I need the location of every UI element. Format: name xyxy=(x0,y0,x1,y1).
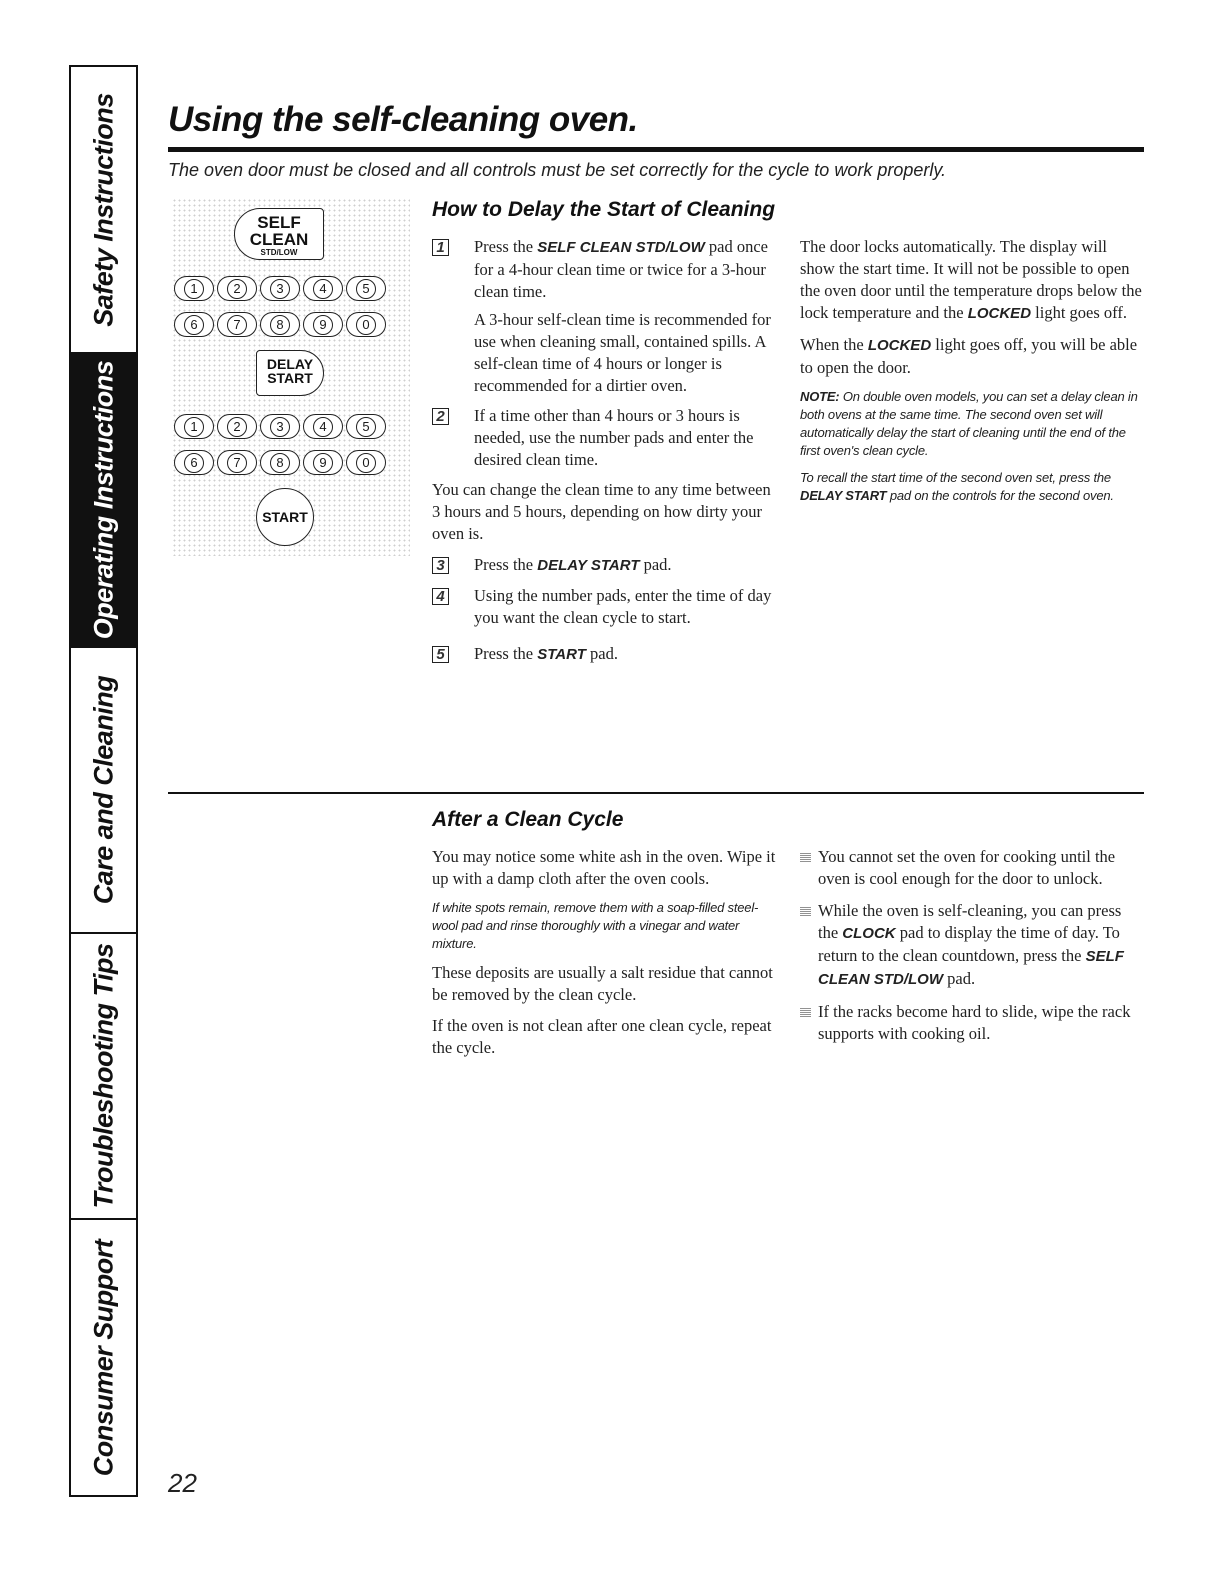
tip-cooking-after-clean xyxy=(800,846,1140,890)
paragraph-text: light goes off, you will be able to open the door. xyxy=(800,335,1138,377)
number-pad-digit: 1 xyxy=(184,279,204,299)
number-pad xyxy=(303,312,343,337)
tab-safety-instructions[interactable] xyxy=(71,67,136,354)
number-pad-row-2 xyxy=(174,312,386,337)
number-pad xyxy=(260,276,300,301)
key-name: SELF CLEAN STD/LOW xyxy=(537,239,705,256)
number-pad xyxy=(217,414,257,439)
self-clean-pad-line1: SELF xyxy=(257,213,301,232)
number-pad-digit: 2 xyxy=(227,279,247,299)
number-pad-digit: 5 xyxy=(356,417,376,437)
number-pad-digit: 8 xyxy=(270,315,290,335)
step-1-detail: A 3-hour self-clean time is recommended for use when cleaning small, contained spills. A self-clean time of 4 hours or longer is recommended for a dirtier oven. xyxy=(474,310,771,395)
start-pad-label: START xyxy=(262,509,308,525)
tab-label: Consumer Support xyxy=(88,1239,118,1476)
white-ash-paragraph: You may notice some white ash in the oven. Wipe it up with a damp cloth after the oven cools. xyxy=(432,847,776,888)
number-pad xyxy=(174,276,214,301)
start-pad xyxy=(256,488,314,546)
number-pad-digit: 4 xyxy=(313,417,333,437)
locked-light-paragraph xyxy=(800,334,1145,379)
self-clean-pad xyxy=(234,208,324,260)
number-pad xyxy=(174,312,214,337)
step-number: 4 xyxy=(432,588,449,605)
key-name: DELAY START xyxy=(800,488,887,503)
number-pad-digit: 6 xyxy=(184,315,204,335)
tip-clock-during-clean xyxy=(800,900,1140,991)
after-cycle-column xyxy=(432,846,782,1068)
step-text: Press the xyxy=(474,237,538,256)
bullet-icon xyxy=(800,1007,811,1017)
delay-info-column xyxy=(800,236,1145,514)
self-clean-pad-line2: CLEAN xyxy=(249,230,309,249)
section-tab-bar xyxy=(69,65,138,1497)
number-pad xyxy=(303,450,343,475)
number-pad xyxy=(346,312,386,337)
step-1 xyxy=(432,236,778,397)
recall-start-time-note xyxy=(800,469,1145,505)
page-subtitle: The oven door must be closed and all controls must be set correctly for the cycle to work properly. xyxy=(168,160,947,180)
delay-start-pad xyxy=(256,350,324,396)
step-3 xyxy=(432,554,778,577)
tab-consumer-support[interactable] xyxy=(71,1220,136,1495)
number-pad xyxy=(217,450,257,475)
tip-text: pad. xyxy=(943,969,976,988)
number-pad xyxy=(174,450,214,475)
number-pad xyxy=(260,414,300,439)
step-4 xyxy=(432,585,778,629)
key-name: SELF CLEAN STD/LOW xyxy=(818,948,1124,988)
delay-start-pad-line2: START xyxy=(267,370,313,386)
tab-label: Care and Cleaning xyxy=(88,675,118,905)
tab-label: Operating Instructions xyxy=(88,360,118,640)
number-pad-digit: 3 xyxy=(270,279,290,299)
bullet-icon xyxy=(800,906,811,916)
tip-text: pad to display the time of day. To return to the clean countdown, press the xyxy=(818,923,1120,965)
note-label: NOTE: xyxy=(800,389,840,404)
tip-text: You cannot set the oven for cooking until the oven is cool enough for the door to unlock. xyxy=(818,847,1116,888)
number-pad-digit: 8 xyxy=(270,453,290,473)
after-cycle-tips xyxy=(800,846,1140,1055)
number-pad-digit: 9 xyxy=(313,453,333,473)
step-text: pad once for a 4-hour clean time or twice for a 3-hour clean time. xyxy=(474,237,768,301)
number-pad-digit: 0 xyxy=(356,453,376,473)
tip-text: If the racks become hard to slide, wipe the rack supports with cooking oil. xyxy=(818,1002,1131,1043)
note-text: pad on the controls for the second oven. xyxy=(886,488,1114,503)
bullet-icon xyxy=(800,852,811,862)
tip-racks xyxy=(800,1001,1140,1045)
number-pad xyxy=(346,276,386,301)
step-number: 2 xyxy=(432,408,449,425)
tab-label: Troubleshooting Tips xyxy=(88,943,118,1209)
page-title: Using the self-cleaning oven. xyxy=(168,100,638,139)
step-text: If a time other than 4 hours or 3 hours is needed, use the number pads and enter the desired clean time. xyxy=(474,406,754,469)
step-text: Using the number pads, enter the time of day you want the clean cycle to start. xyxy=(474,586,772,627)
key-name: DELAY START xyxy=(537,557,640,574)
number-pad-digit: 4 xyxy=(313,279,333,299)
tip-text: While the oven is self-cleaning, you can press the xyxy=(818,901,1122,942)
tab-troubleshooting-tips[interactable] xyxy=(71,934,136,1220)
number-pad-digit: 6 xyxy=(184,453,204,473)
number-pad-digit: 0 xyxy=(356,315,376,335)
number-pad xyxy=(260,312,300,337)
key-name: START xyxy=(537,646,586,663)
step-2 xyxy=(432,405,778,471)
number-pad xyxy=(260,450,300,475)
step-number: 5 xyxy=(432,646,449,663)
number-pad xyxy=(346,414,386,439)
number-pad-digit: 2 xyxy=(227,417,247,437)
number-pad-digit: 9 xyxy=(313,315,333,335)
number-pad-digit: 1 xyxy=(184,417,204,437)
number-pad xyxy=(217,312,257,337)
delay-steps-column xyxy=(432,236,778,674)
title-divider xyxy=(168,147,1144,152)
repeat-cycle-paragraph: If the oven is not clean after one clean cycle, repeat the cycle. xyxy=(432,1016,772,1057)
delay-section-heading: How to Delay the Start of Cleaning xyxy=(432,198,776,221)
number-pad xyxy=(303,276,343,301)
number-pad-digit: 3 xyxy=(270,417,290,437)
number-pad xyxy=(217,276,257,301)
number-pad-row-1 xyxy=(174,276,386,301)
paragraph-text: The door locks automatically. The display will show the start time. It will not be possible to open the oven door until the temperature drops below the lock temperature and the xyxy=(800,237,1142,322)
tab-label: Safety Instructions xyxy=(88,92,118,327)
key-name: LOCKED xyxy=(867,337,932,354)
tab-operating-instructions[interactable] xyxy=(71,354,136,648)
double-oven-note xyxy=(800,388,1145,460)
step-5 xyxy=(432,643,778,666)
door-lock-paragraph xyxy=(800,236,1145,325)
number-pad-digit: 7 xyxy=(227,315,247,335)
step-text: pad. xyxy=(585,644,618,663)
number-pad xyxy=(346,450,386,475)
paragraph-text: When the xyxy=(800,335,868,354)
after-section-heading: After a Clean Cycle xyxy=(432,808,624,831)
tab-care-and-cleaning[interactable] xyxy=(71,648,136,934)
step-number: 3 xyxy=(432,557,449,574)
white-spots-note: If white spots remain, remove them with a soap-filled steel-wool pad and rinse thoroughly with a vinegar and water mixture. xyxy=(432,900,759,951)
note-text: On double oven models, you can set a delay clean in both ovens at the same time. The second oven set will automatically delay the start of cleaning until the end of the first oven's clean cycle. xyxy=(800,389,1138,458)
delay-start-pad-line1: DELAY xyxy=(266,356,314,372)
step-text: pad. xyxy=(639,555,672,574)
section-divider xyxy=(168,792,1144,794)
number-pad xyxy=(303,414,343,439)
key-name: LOCKED xyxy=(967,305,1032,322)
page-number: 22 xyxy=(168,1468,197,1498)
self-clean-pad-small: STD/LOW xyxy=(260,248,298,257)
key-name: CLOCK xyxy=(842,925,896,942)
number-pad-digit: 5 xyxy=(356,279,376,299)
control-panel-illustration xyxy=(172,198,410,556)
paragraph-text: light goes off. xyxy=(1031,303,1127,322)
step-number: 1 xyxy=(432,239,449,256)
step-text: Press the xyxy=(474,555,538,574)
step-text: Press the xyxy=(474,644,538,663)
note-text: To recall the start time of the second oven set, press the xyxy=(800,470,1111,485)
clean-time-range-text: You can change the clean time to any time between 3 hours and 5 hours, depending on how dirty your oven is. xyxy=(432,480,771,543)
number-pad-digit: 7 xyxy=(227,453,247,473)
salt-residue-paragraph: These deposits are usually a salt residue that cannot be removed by the clean cycle. xyxy=(432,963,773,1004)
number-pad-row-3 xyxy=(174,414,386,439)
number-pad xyxy=(174,414,214,439)
number-pad-row-4 xyxy=(174,450,386,475)
